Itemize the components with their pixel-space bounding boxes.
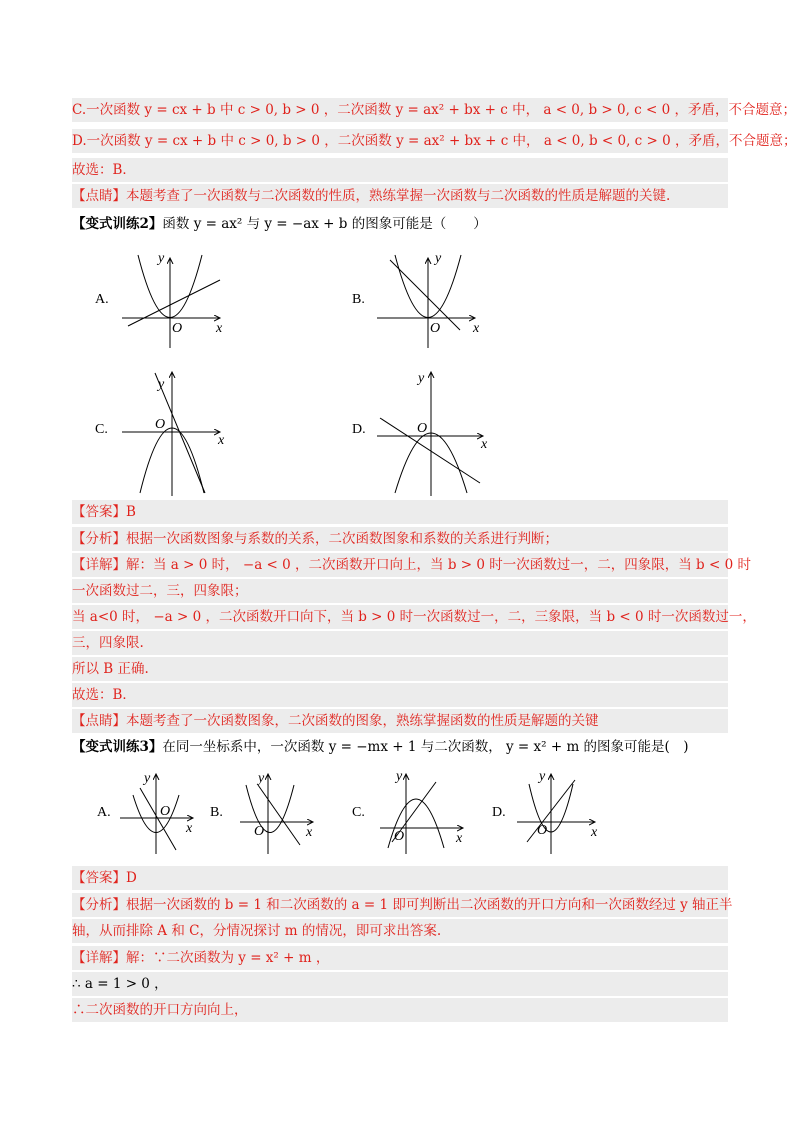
q2-graph-a bbox=[120, 250, 230, 350]
q3-detail-3 bbox=[72, 998, 728, 1022]
y-label: y bbox=[258, 771, 265, 786]
x-label: x bbox=[218, 433, 225, 448]
x-label: x bbox=[481, 437, 488, 452]
q2-detail-3: 当 a<0 时， −a > 0 ，二次函数开口向下，当 b > 0 时一次函数过一，二，三象限，当 b < 0 时一次函数过一， bbox=[72, 605, 728, 629]
option-d-text: D.一次函数 y = cx + b 中 c > 0, b > 0 ，二次函数 y = ax² + bx + c 中， a < 0, b < 0, c > 0 ，矛盾，不合题意； bbox=[72, 129, 728, 153]
choose-text: 故选：B． bbox=[72, 158, 728, 182]
line bbox=[380, 418, 480, 483]
q3-graph-c bbox=[378, 770, 468, 855]
q3-title bbox=[72, 735, 728, 759]
q3-graph-d bbox=[515, 770, 605, 855]
q3-detail-1-text: 【详解】解：∵二次函数为 y = x² + m ， bbox=[72, 950, 330, 966]
q3-question: 在同一坐标系中，一次函数 y = −mx + 1 与二次函数， y = x² + m 的图象可能是( ) bbox=[162, 739, 689, 755]
q2-comment: 【点睛】本题考查了一次函数图象，二次函数的图象，熟练掌握函数的性质是解题的关键 bbox=[72, 709, 728, 733]
q3-graph-a bbox=[118, 770, 198, 855]
q2-detail-4: 三，四象限. bbox=[72, 631, 728, 655]
x-label: x bbox=[473, 321, 480, 336]
q3-analysis-2: 轴，从而排除 A 和 C，分情况探讨 m 的情况，即可求出答案. bbox=[72, 919, 728, 943]
q2-analysis: 【分析】根据一次函数图象与系数的关系，二次函数图象和系数的关系进行判断； bbox=[72, 527, 728, 551]
q2-title bbox=[72, 212, 728, 236]
q3-detail-2: ∴ a = 1 > 0 ， bbox=[72, 972, 728, 996]
q3-option-b-label: B. bbox=[210, 805, 223, 820]
y-label: y bbox=[158, 377, 165, 392]
q3-option-c-label: C. bbox=[352, 805, 365, 820]
y-label: y bbox=[144, 771, 151, 786]
origin-label: O bbox=[430, 321, 441, 336]
q2-option-b-label: B. bbox=[352, 292, 365, 307]
x-label: x bbox=[186, 821, 193, 836]
q2-choose: 故选：B． bbox=[72, 683, 728, 707]
line bbox=[258, 785, 300, 845]
q2-option-d-label: D. bbox=[352, 422, 366, 437]
x-label: x bbox=[306, 825, 313, 840]
q2-question: 函数 y = ax² 与 y = −ax + b 的图象可能是（ ） bbox=[162, 216, 487, 232]
q2-detail-2: 一次函数过二，三，四象限； bbox=[72, 579, 728, 603]
q3-option-d-label: D. bbox=[492, 805, 506, 820]
q3-detail-1 bbox=[72, 946, 728, 970]
q3-answer: 【答案】D bbox=[72, 866, 728, 890]
comment-text: 【点睛】本题考查了一次函数与二次函数的性质，熟练掌握一次函数与二次函数的性质是解题的关键. bbox=[72, 184, 728, 208]
line bbox=[128, 280, 220, 326]
q3-option-a-label: A. bbox=[97, 805, 111, 820]
origin-label: O bbox=[160, 804, 171, 819]
x-label: x bbox=[456, 831, 463, 846]
y-label: y bbox=[396, 769, 403, 784]
origin-label: O bbox=[254, 824, 265, 839]
origin-label: O bbox=[417, 421, 428, 436]
q2-tag: 【变式训练2】 bbox=[72, 216, 163, 232]
q2-answer: 【答案】B bbox=[72, 500, 728, 524]
origin-label: O bbox=[172, 321, 183, 336]
q2-option-a-label: A. bbox=[95, 292, 109, 307]
q2-detail-5: 所以 B 正确. bbox=[72, 657, 728, 681]
q2-graph-c bbox=[120, 368, 230, 498]
q3-graph-b bbox=[238, 770, 318, 855]
origin-label: O bbox=[155, 417, 166, 432]
q3-analysis-1: 【分析】根据一次函数的 b = 1 和二次函数的 a = 1 即可判断出二次函数的开口方向和一次函数经过 y 轴正半 bbox=[72, 893, 728, 917]
option-c-text: C.一次函数 y = cx + b 中 c > 0, b > 0 ，二次函数 y = ax² + bx + c 中， a < 0, b > 0, c < 0 ，矛盾，不合题意； bbox=[72, 98, 728, 122]
q2-graph-b bbox=[375, 250, 485, 350]
origin-label: O bbox=[537, 823, 548, 838]
y-label: y bbox=[158, 251, 165, 266]
x-label: x bbox=[591, 825, 598, 840]
y-label: y bbox=[539, 769, 546, 784]
y-label: y bbox=[435, 251, 442, 266]
line bbox=[140, 788, 176, 850]
origin-label: O bbox=[394, 829, 405, 844]
q2-detail-1: 【详解】解：当 a > 0 时， −a < 0 ，二次函数开口向上，当 b > 0 时一次函数过一，二，四象限，当 b < 0 时 bbox=[72, 553, 728, 577]
q2-option-c-label: C. bbox=[95, 422, 108, 437]
q3-tag: 【变式训练3】 bbox=[72, 739, 163, 755]
x-label: x bbox=[216, 321, 223, 336]
y-label: y bbox=[418, 371, 425, 386]
q3-detail-3-text: ∴二次函数的开口方向向上， bbox=[72, 1002, 248, 1018]
line bbox=[390, 260, 460, 330]
q2-graph-d bbox=[375, 368, 490, 498]
